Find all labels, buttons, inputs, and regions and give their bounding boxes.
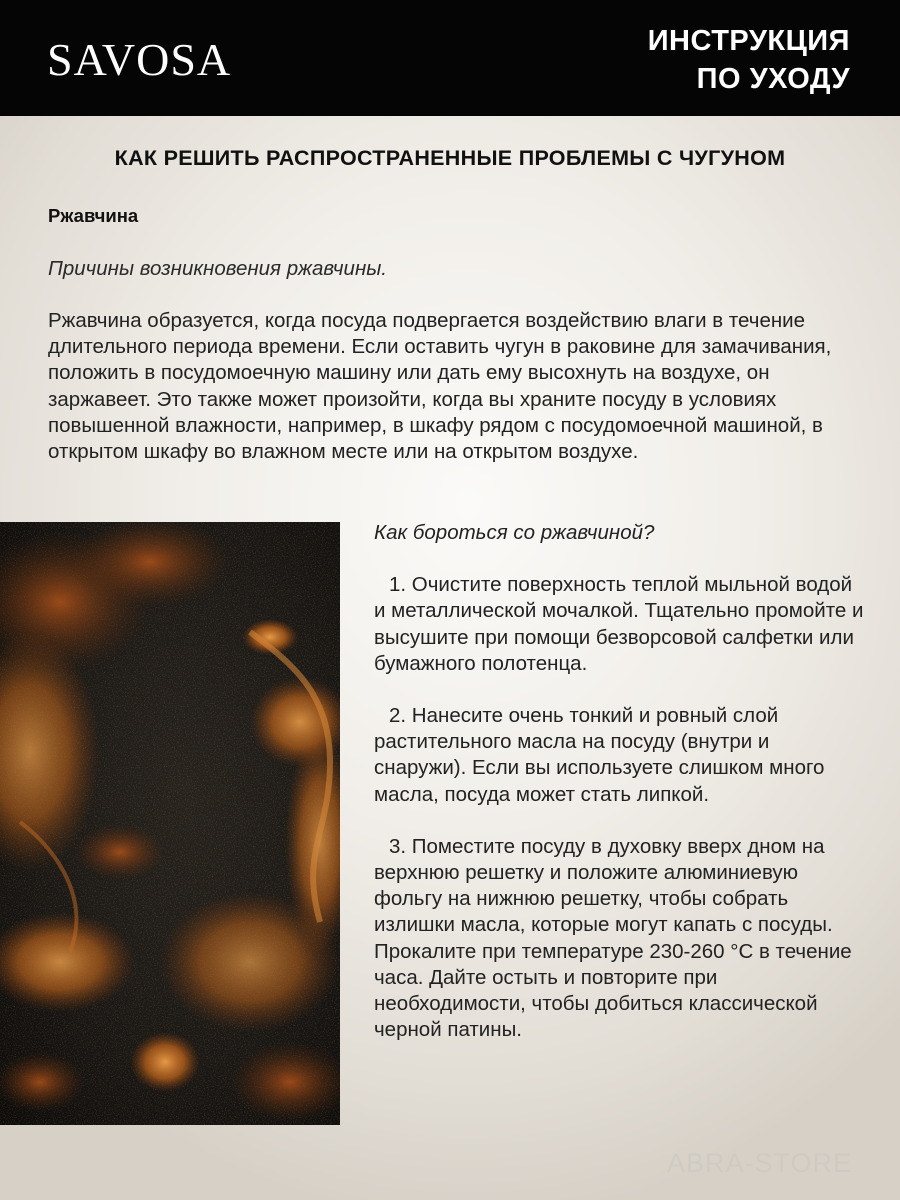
- step-2: 2. Нанесите очень тонкий и ровный слой растительного масла на посуду (внутри и снаружи). Если вы используете слишком много масла, посуда может стать липкой.: [374, 704, 825, 806]
- brand-logo: SAVOSA: [47, 34, 232, 85]
- section-heading: КАК РЕШИТЬ РАСПРОСТРАНЕННЫЕ ПРОБЛЕМЫ С ЧУГУНОМ: [114, 146, 786, 170]
- causes-paragraph: Ржавчина образуется, когда посуда подвергается воздействию влаги в течение длительного периода времени. Если оставить чугун в раковине для замачивания, положить в посудомоечную машину или дать ему высохнуть на воздухе, он заржавеет. Это также может произойти, когда вы храните посуду в условиях повышенной влажности, например, в шкафу рядом с посудомоечной машиной, в открытом шкафу во влажном месте или на открытом воздухе.: [48, 309, 832, 464]
- title-line-2: ПО УХОДУ: [696, 63, 850, 95]
- title-line-1: ИНСТРУКЦИЯ: [647, 25, 850, 57]
- rust-fix-column: [374, 520, 864, 1069]
- step-1: 1. Очистите поверхность теплой мыльной водой и металлической мочалкой. Тщательно промойте и высушите при помощи безворсовой салфетки или бумажного полотенца.: [374, 573, 864, 675]
- header-bar: [0, 0, 900, 116]
- causes-title: Причины возникновения ржавчины.: [48, 257, 388, 280]
- document-title: [648, 22, 850, 98]
- step-3: 3. Поместите посуду в духовку вверх дном на верхнюю решетку и положите алюминиевую фольгу на нижнюю решетку, чтобы собрать излишки масла, которые могут капать с посуды. Прокалите при температуре 230-260 °С в течение часа. Дайте остыть и повторите при необходимости, чтобы добиться классической черной патины.: [374, 834, 852, 1042]
- rusty-cast-iron-photo: [0, 522, 340, 1125]
- rust-subheading: Ржавчина: [48, 205, 139, 226]
- store-watermark: ABRA-STORE: [666, 1148, 852, 1178]
- fix-title: Как бороться со ржавчиной?: [374, 521, 655, 544]
